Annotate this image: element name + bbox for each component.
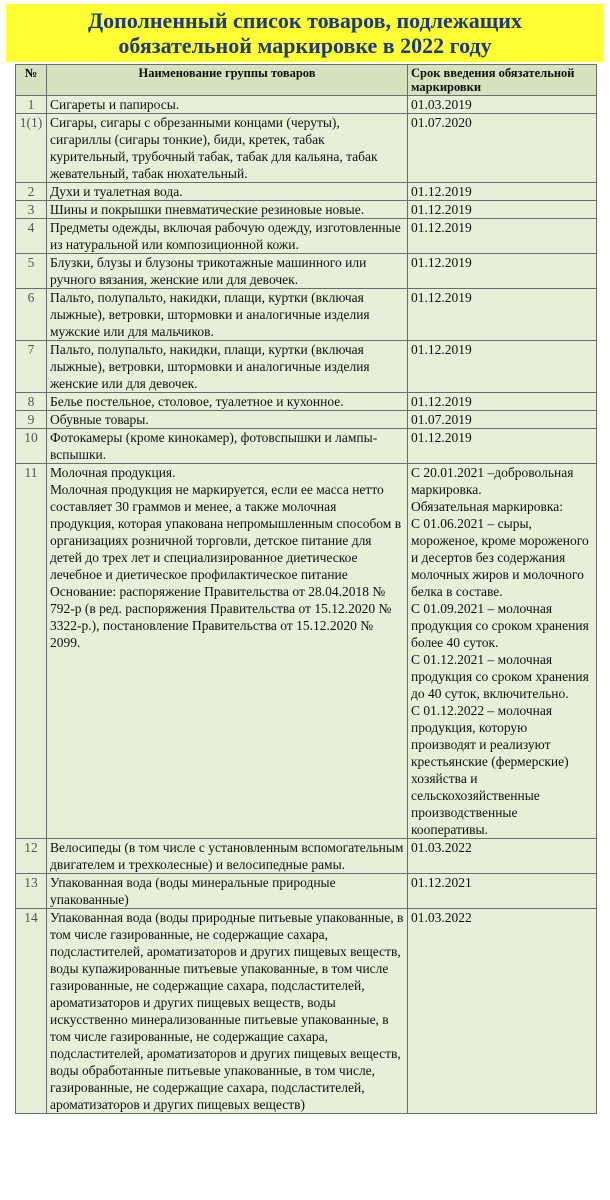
marking-date bbox=[408, 909, 597, 1114]
marking-date-paragraph: 01.12.2019 bbox=[411, 342, 472, 357]
marking-date bbox=[408, 96, 597, 114]
goods-group-name bbox=[47, 341, 408, 393]
goods-name-paragraph: Молочная продукция не маркируется, если ее масса нетто составляет 30 граммов и менее, а также молочная продукция, которая упакована непромышленным способом в организациях розничной торговли, детское питание для детей до трех лет и специализированное диетическое лечебное и диетическое профилактическое питание bbox=[50, 482, 402, 582]
row-number: 12 bbox=[16, 839, 47, 874]
marking-date-paragraph: 01.12.2019 bbox=[411, 394, 472, 409]
marking-date bbox=[408, 464, 597, 839]
goods-name-paragraph: Молочная продукция. bbox=[50, 465, 176, 480]
row-number: 1(1) bbox=[16, 114, 47, 183]
marking-date bbox=[408, 201, 597, 219]
table-row bbox=[16, 429, 597, 464]
goods-name-paragraph: Шины и покрышки пневматические резиновые новые. bbox=[50, 202, 365, 217]
table-row bbox=[16, 874, 597, 909]
marking-date bbox=[408, 219, 597, 254]
goods-name-paragraph: Сигареты и папиросы. bbox=[50, 97, 180, 112]
row-number: 10 bbox=[16, 429, 47, 464]
goods-group-name bbox=[47, 114, 408, 183]
marking-date bbox=[408, 411, 597, 429]
goods-name-paragraph: Пальто, полупальто, накидки, плащи, куртки (включая лыжные), ветровки, штормовки и аналогичные изделия женские или для девочек. bbox=[50, 342, 370, 391]
row-number: 7 bbox=[16, 341, 47, 393]
marking-date-paragraph: Обязательная маркировка: bbox=[411, 499, 564, 514]
title-banner bbox=[6, 4, 604, 62]
row-number: 9 bbox=[16, 411, 47, 429]
row-number: 5 bbox=[16, 254, 47, 289]
goods-name-paragraph: Белье постельное, столовое, туалетное и кухонное. bbox=[50, 394, 344, 409]
header-name: Наименование группы товаров bbox=[47, 65, 408, 96]
goods-name-paragraph: Фотокамеры (кроме кинокамер), фотовспышки и лампы-вспышки. bbox=[50, 430, 378, 462]
goods-name-paragraph: Сигары, сигары с обрезанными концами (черуты), сигариллы (сигары тонкие), биди, кретек, табак курительный, трубочный табак, табак для кальяна, табак жевательный, табак нюхательный. bbox=[50, 115, 378, 181]
marking-date bbox=[408, 254, 597, 289]
goods-name-paragraph: Упакованная вода (воды природные питьевые упакованные, в том числе газированные, не содержащие сахара, подсластителей, ароматизаторов и других пищевых веществ, воды купажированные питьевые упакованные, в том числе газированные, не содержащие сахара, подсластителей, ароматизаторов и других пищевых веществ, воды искусственно минерализованные питьевые упакованные, в том числе газированные, не содержащие сахара, подсластителей, ароматизаторов и других пищевых веществ, воды обработанные питьевые упакованные, в том числе, газированные, не содержащие сахара, подсластителей, ароматизаторов и других пищевых веществ) bbox=[50, 910, 404, 1112]
marking-date bbox=[408, 183, 597, 201]
table-row bbox=[16, 219, 597, 254]
header-date: Срок введения обязательной маркировки bbox=[408, 65, 597, 96]
goods-name-paragraph: Предметы одежды, включая рабочую одежду, изготовленные из натуральной или композиционной кожи. bbox=[50, 220, 401, 252]
table-row bbox=[16, 464, 597, 839]
marking-date-paragraph: 01.12.2019 bbox=[411, 202, 472, 217]
goods-table bbox=[15, 64, 597, 1114]
goods-group-name bbox=[47, 411, 408, 429]
marking-date-paragraph: 01.03.2022 bbox=[411, 840, 472, 855]
row-number: 6 bbox=[16, 289, 47, 341]
goods-name-paragraph: Основание: распоряжение Правительства от 28.04.2018 № 792-р (в ред. распоряжения Правительства от 15.12.2020 № 3322-р.), постановление Правительства от 15.12.2020 № 2099. bbox=[50, 584, 392, 650]
marking-date-paragraph: 01.12.2019 bbox=[411, 184, 472, 199]
table-row bbox=[16, 114, 597, 183]
goods-group-name bbox=[47, 289, 408, 341]
table-row bbox=[16, 201, 597, 219]
goods-group-name bbox=[47, 219, 408, 254]
marking-date-paragraph: 01.12.2019 bbox=[411, 430, 472, 445]
marking-date bbox=[408, 289, 597, 341]
row-number: 11 bbox=[16, 464, 47, 839]
marking-date-paragraph: С 01.09.2021 – молочная продукция со сроком хранения более 40 суток. bbox=[411, 601, 589, 650]
marking-date-paragraph: 01.07.2019 bbox=[411, 412, 472, 427]
row-number: 4 bbox=[16, 219, 47, 254]
marking-date-paragraph: 01.07.2020 bbox=[411, 115, 472, 130]
goods-name-paragraph: Духи и туалетная вода. bbox=[50, 184, 183, 199]
marking-date-paragraph: С 01.12.2022 – молочная продукция, которую производят и реализуют крестьянские (фермерские) хозяйства и сельскохозяйственные производственные кооперативы. bbox=[411, 703, 569, 837]
goods-group-name bbox=[47, 393, 408, 411]
table-row bbox=[16, 254, 597, 289]
marking-date-paragraph: 01.12.2021 bbox=[411, 875, 472, 890]
table-row bbox=[16, 909, 597, 1114]
table-body bbox=[16, 96, 597, 1114]
table-row bbox=[16, 289, 597, 341]
goods-group-name bbox=[47, 201, 408, 219]
goods-group-name bbox=[47, 909, 408, 1114]
goods-name-paragraph: Пальто, полупальто, накидки, плащи, куртки (включая лыжные), ветровки, штормовки и аналогичные изделия мужские или для мальчиков. bbox=[50, 290, 370, 339]
marking-date-paragraph: 01.12.2019 bbox=[411, 220, 472, 235]
marking-date bbox=[408, 114, 597, 183]
goods-group-name bbox=[47, 254, 408, 289]
header-num: № bbox=[16, 65, 47, 96]
goods-group-name bbox=[47, 464, 408, 839]
marking-date bbox=[408, 393, 597, 411]
marking-date bbox=[408, 839, 597, 874]
table-row bbox=[16, 393, 597, 411]
title-line-1: Дополненный список товаров, подлежащих bbox=[88, 8, 522, 33]
marking-date-paragraph: 01.03.2019 bbox=[411, 97, 472, 112]
goods-group-name bbox=[47, 839, 408, 874]
goods-name-paragraph: Упакованная вода (воды минеральные природные упакованные) bbox=[50, 875, 336, 907]
marking-date-paragraph: С 20.01.2021 –добровольная маркировка. bbox=[411, 465, 574, 497]
marking-date-paragraph: С 01.06.2021 – сыры, мороженое, кроме мороженого и десертов без содержания молочных жиров и молочного белка в составе. bbox=[411, 516, 589, 599]
goods-name-paragraph: Велосипеды (в том числе с установленным вспомогательным двигателем и трехколесные) и велосипедные рамы. bbox=[50, 840, 404, 872]
row-number: 14 bbox=[16, 909, 47, 1114]
goods-group-name bbox=[47, 183, 408, 201]
goods-group-name bbox=[47, 429, 408, 464]
table-row bbox=[16, 183, 597, 201]
marking-date bbox=[408, 874, 597, 909]
row-number: 13 bbox=[16, 874, 47, 909]
table-row bbox=[16, 341, 597, 393]
row-number: 1 bbox=[16, 96, 47, 114]
row-number: 2 bbox=[16, 183, 47, 201]
marking-date-paragraph: 01.03.2022 bbox=[411, 910, 472, 925]
title-line-2: обязательной маркировке в 2022 году bbox=[118, 33, 492, 58]
goods-name-paragraph: Блузки, блузы и блузоны трикотажные машинного или ручного вязания, женские или для девочек. bbox=[50, 255, 367, 287]
marking-date-paragraph: 01.12.2019 bbox=[411, 290, 472, 305]
row-number: 3 bbox=[16, 201, 47, 219]
table-row bbox=[16, 96, 597, 114]
marking-date bbox=[408, 429, 597, 464]
table-row bbox=[16, 411, 597, 429]
marking-date-paragraph: С 01.12.2021 – молочная продукция со сроком хранения до 40 суток, включительно. bbox=[411, 652, 589, 701]
goods-group-name bbox=[47, 874, 408, 909]
table-row bbox=[16, 839, 597, 874]
marking-date bbox=[408, 341, 597, 393]
goods-group-name bbox=[47, 96, 408, 114]
table-header-row bbox=[16, 65, 597, 96]
row-number: 8 bbox=[16, 393, 47, 411]
goods-name-paragraph: Обувные товары. bbox=[50, 412, 149, 427]
marking-date-paragraph: 01.12.2019 bbox=[411, 255, 472, 270]
